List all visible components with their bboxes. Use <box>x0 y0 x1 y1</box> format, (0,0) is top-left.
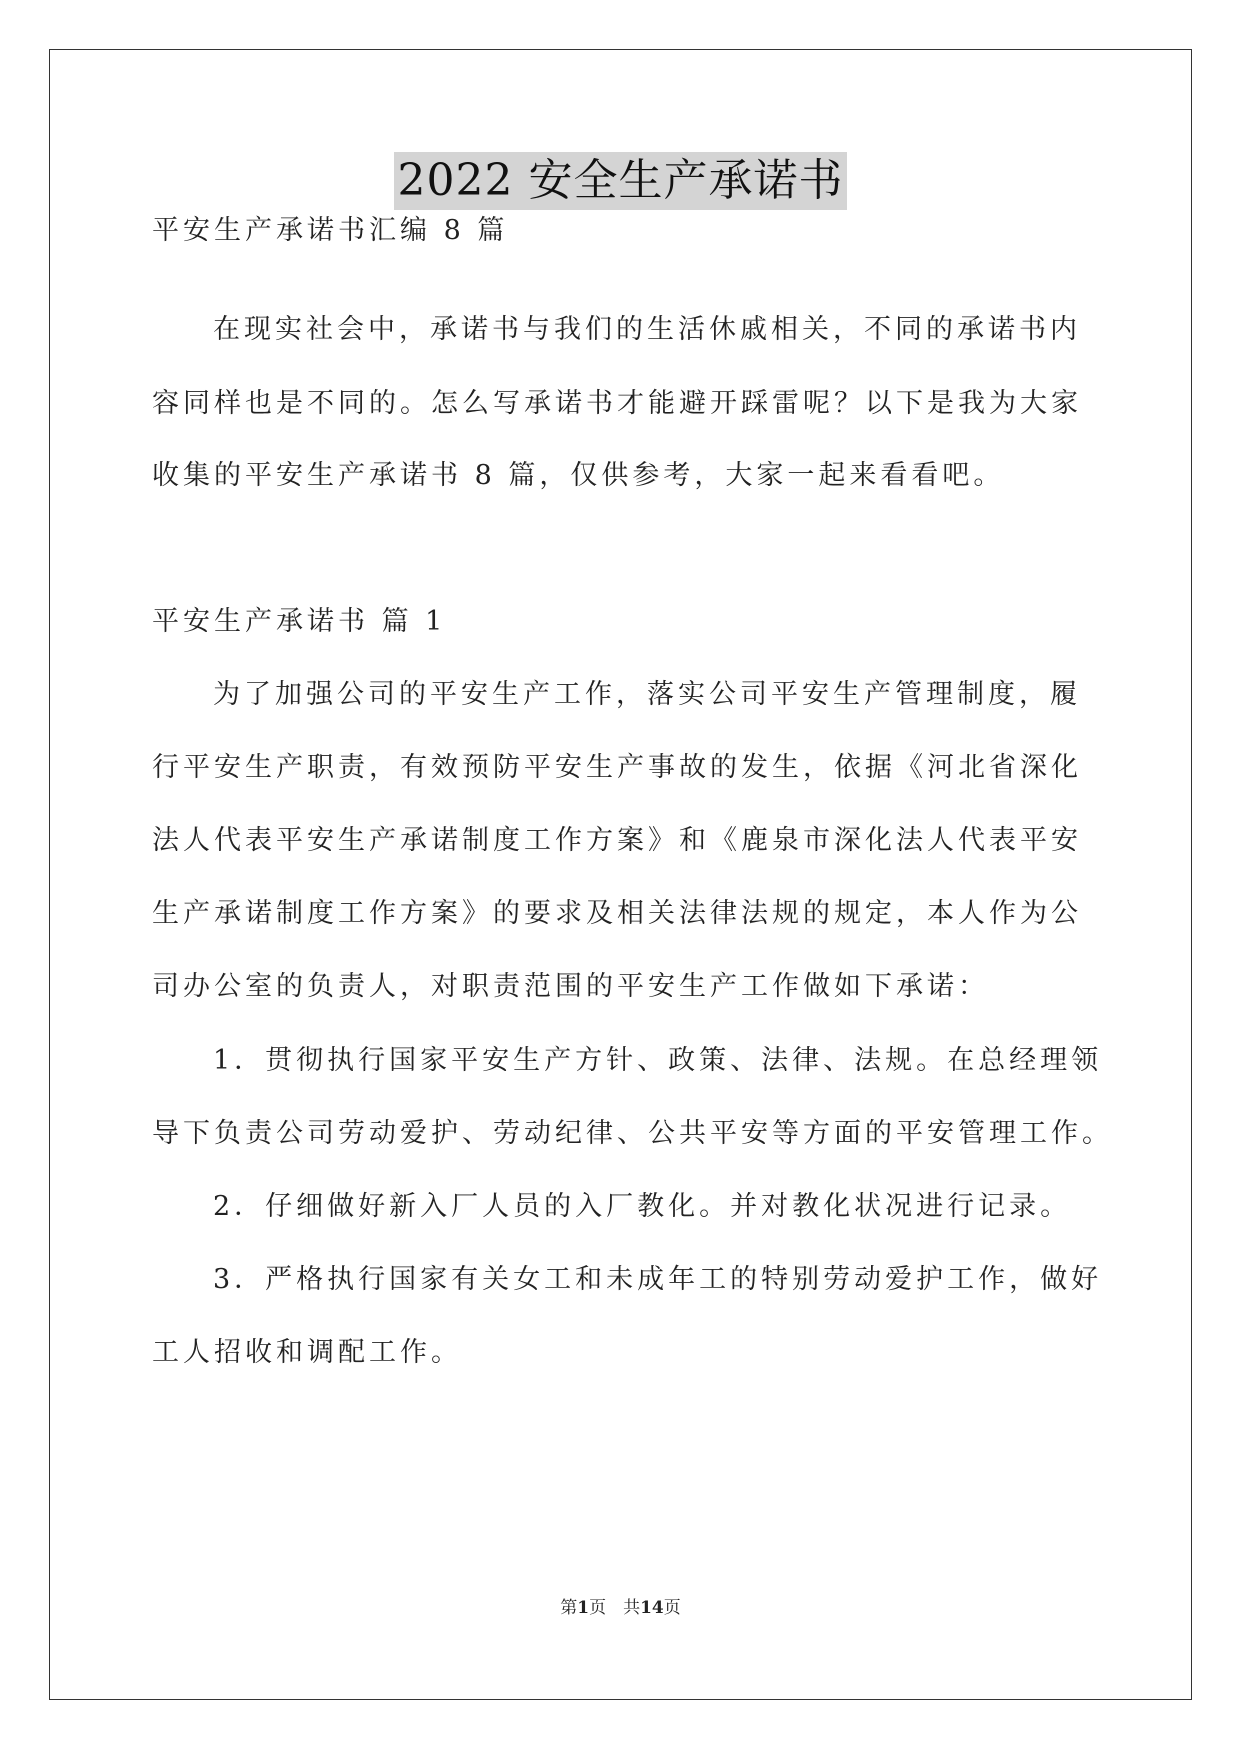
footer-prefix: 第 <box>560 1598 578 1618</box>
intro-line: 在现实社会中，承诺书与我们的生活休戚相关，不同的承诺书内 <box>213 314 1081 345</box>
footer-page-total: 14 <box>640 1598 664 1618</box>
title-container <box>0 152 1241 210</box>
intro-line: 收集的平安生产承诺书 8 篇，仅供参考，大家一起来看看吧。 <box>152 460 1005 491</box>
section-heading: 平安生产承诺书 篇 1 <box>152 606 447 637</box>
body-line: 行平安生产职责，有效预防平安生产事故的发生，依据《河北省深化 <box>152 752 1082 783</box>
body-line: 2．仔细做好新入厂人员的入厂教化。并对教化状况进行记录。 <box>213 1191 1072 1222</box>
body-line: 1．贯彻执行国家平安生产方针、政策、法律、法规。在总经理领 <box>213 1045 1103 1076</box>
footer-mid: 页 共 <box>589 1598 641 1618</box>
body-line: 司办公室的负责人，对职责范围的平安生产工作做如下承诺： <box>152 971 989 1002</box>
body-line: 工人招收和调配工作。 <box>152 1337 462 1368</box>
body-line: 生产承诺制度工作方案》的要求及相关法律法规的规定，本人作为公 <box>152 898 1082 929</box>
page-border <box>49 49 1192 1700</box>
footer-page-number: 1 <box>577 1598 590 1618</box>
document-title: 2022 安全生产承诺书 <box>394 152 848 210</box>
body-line: 为了加强公司的平安生产工作，落实公司平安生产管理制度，履 <box>213 679 1081 710</box>
document-subtitle: 平安生产承诺书汇编 8 篇 <box>152 215 509 246</box>
page-footer <box>0 1597 1241 1619</box>
intro-line: 容同样也是不同的。怎么写承诺书才能避开踩雷呢？以下是我为大家 <box>152 388 1082 419</box>
body-line: 3．严格执行国家有关女工和未成年工的特别劳动爱护工作，做好 <box>213 1264 1103 1295</box>
body-line: 法人代表平安生产承诺制度工作方案》和《鹿泉市深化法人代表平安 <box>152 825 1082 856</box>
body-line: 导下负责公司劳动爱护、劳动纪律、公共平安等方面的平安管理工作。 <box>152 1118 1113 1149</box>
footer-suffix: 页 <box>663 1598 681 1618</box>
